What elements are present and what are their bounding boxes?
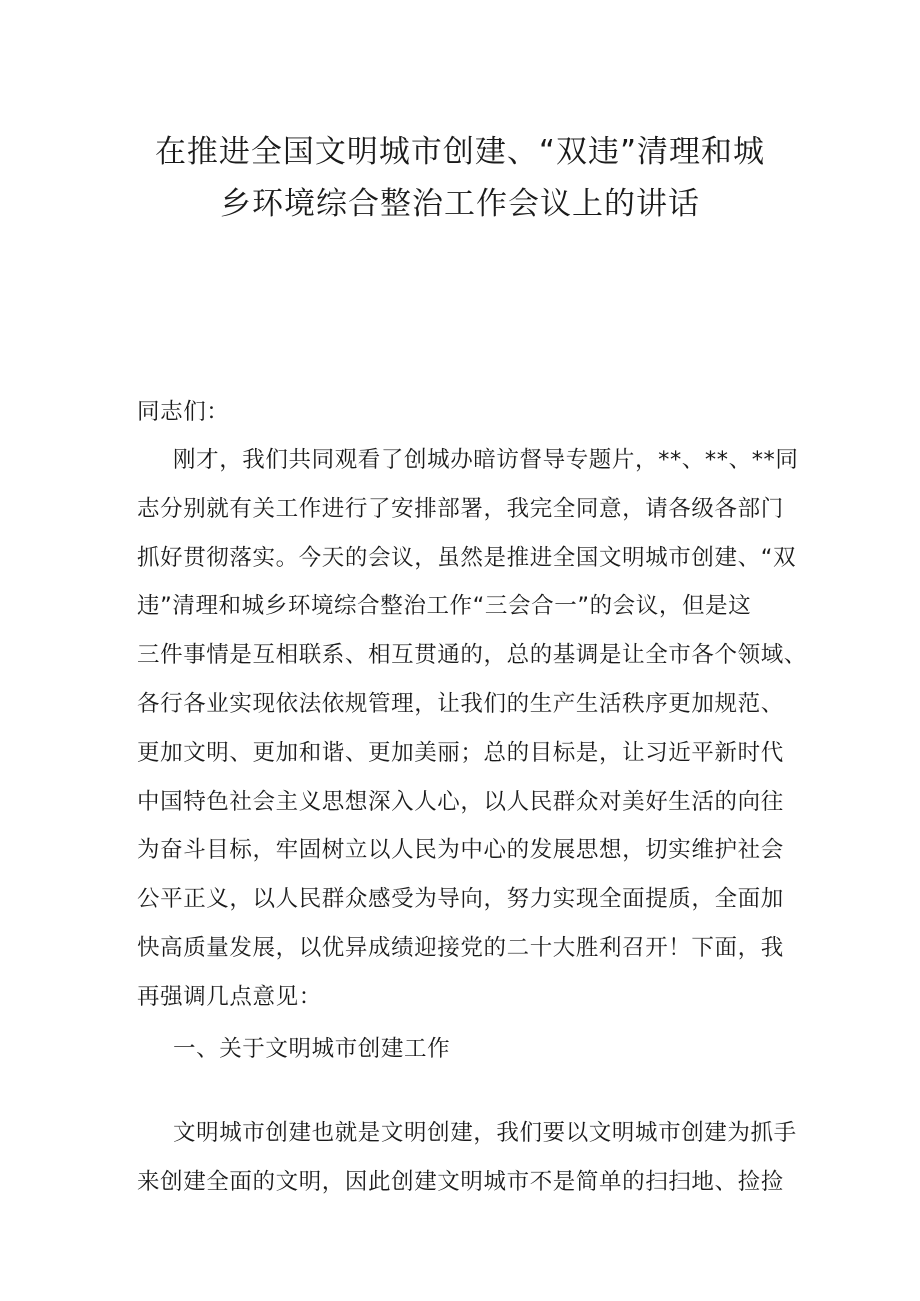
paragraph-line: 志分别就有关工作进行了安排部署，我完全同意，请各级各部门 [137, 495, 784, 522]
paragraph-line: 抓好贯彻落实。今天的会议，虽然是推进全国文明城市创建、“双 [137, 544, 797, 571]
paragraph-line: 快高质量发展，以优异成绩迎接党的二十大胜利召开！下面，我 [137, 934, 784, 961]
salutation-text: 同志们： [137, 399, 230, 425]
paragraph-line: 再强调几点意见： [137, 983, 322, 1010]
paragraph-line: 三件事情是互相联系、相互贯通的，总的基调是让全市各个领域、 [137, 642, 807, 669]
document-title [100, 126, 820, 230]
paragraph-line: 刚才，我们共同观看了创城办暗访督导专题片，**、**、**同 [173, 447, 799, 473]
paragraph-line: 文明城市创建也就是文明创建，我们要以文明城市创建为抓手 [173, 1120, 797, 1146]
paragraph-line: 公平正义，以人民群众感受为导向，努力实现全面提质，全面加 [137, 886, 784, 913]
paragraph-line: 来创建全面的文明，因此创建文明城市不是简单的扫扫地、捡捡 [137, 1168, 784, 1195]
paragraph-line: 更加文明、更加和谐、更加美丽；总的目标是，让习近平新时代 [137, 739, 784, 766]
paragraph-line: 违”清理和城乡环境综合整治工作“三会合一”的会议，但是这 [137, 593, 752, 620]
section-heading [137, 1025, 797, 1074]
title-line: 在推进全国文明城市创建、“双违”清理和城 [154, 134, 766, 170]
section-heading-text: 一、关于文明城市创建工作 [173, 1036, 451, 1062]
title-line: 乡环境综合整治工作会议上的讲话 [220, 186, 700, 222]
paragraph-section-one [137, 1109, 797, 1207]
paragraph-line: 各行各业实现依法依规管理，让我们的生产生活秩序更加规范、 [137, 690, 784, 717]
paragraph-line: 中国特色社会主义思想深入人心，以人民群众对美好生活的向往 [137, 788, 784, 815]
salutation [137, 388, 797, 437]
paragraph-opening [137, 436, 807, 1022]
paragraph-line: 为奋斗目标，牢固树立以人民为中心的发展思想，切实维护社会 [137, 837, 784, 864]
